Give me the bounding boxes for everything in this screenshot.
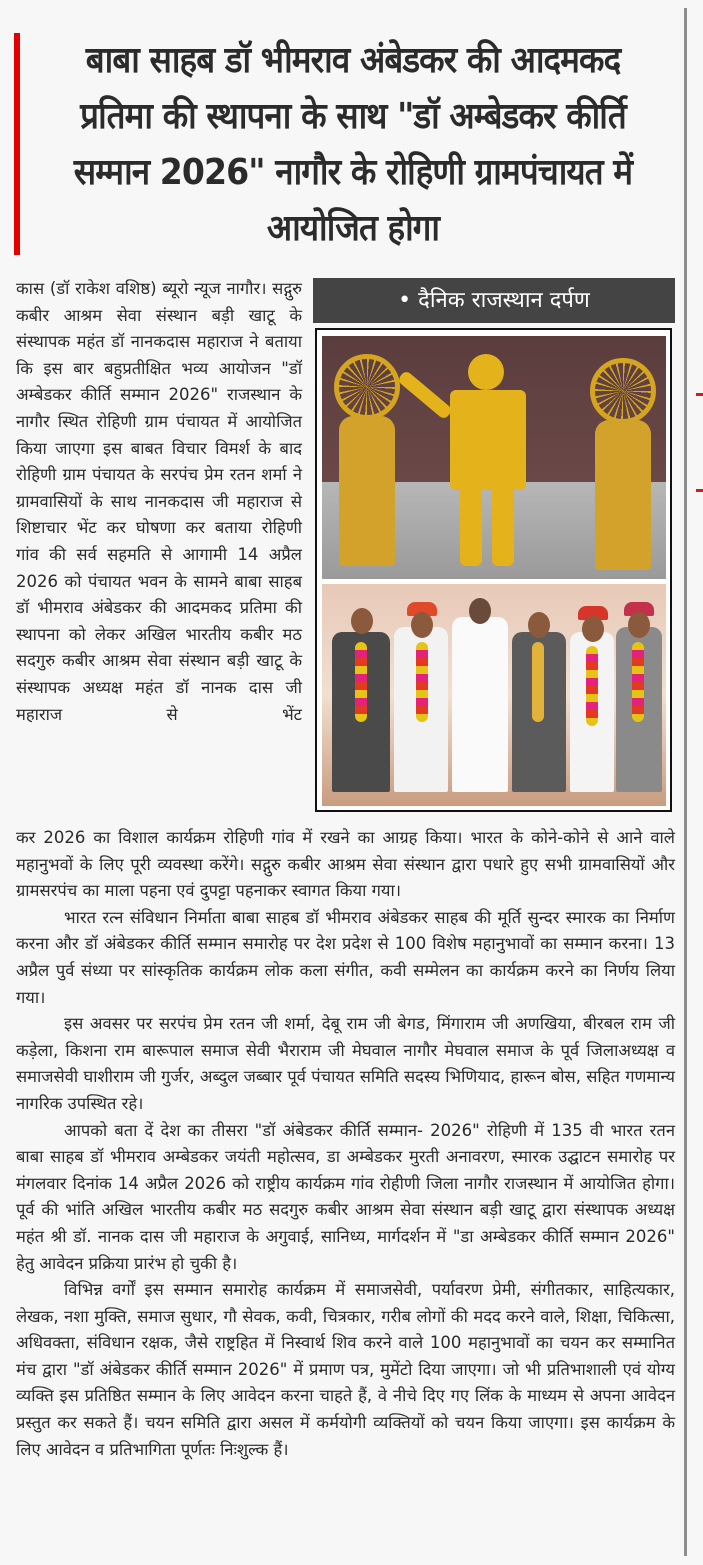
stole bbox=[532, 642, 544, 722]
person-head bbox=[411, 612, 433, 638]
person-head bbox=[469, 598, 491, 624]
photo-frame bbox=[315, 328, 672, 812]
garland bbox=[355, 642, 367, 722]
article-body bbox=[16, 825, 675, 1463]
person-head bbox=[628, 612, 650, 638]
ashoka-chakra-icon bbox=[590, 358, 656, 424]
person-head bbox=[582, 616, 604, 642]
lead-column-body: कास (डॉ राकेश वशिष्ठ) ब्यूरो न्यूज नागौर। सद्गुरु कबीर आश्रम सेवा संस्थान बड़ी खाटू के संस्थापक महंत डॉ नानकदास महाराज ने बताया कि इस बार बहुप्रतीक्षित भव्य आयोजन "डॉ अम्बेडकर कीर्ति सम्मान 2026" राजस्थान के नागौर स्थित रोहिणी ग्राम पंचायत में आयोजित किया जाएगा इस बाबत विचार विमर्श के बाद रोहिणी ग्राम पंचायत के सरपंच प्रेम रतन शर्मा ने ग्रामवासियों के साथ नानकदास जी महाराज से शिष्टाचार भेंट कर घोषणा कर बताया रोहिणी गांव की सर्व सहमति से आगामी 14 अप्रैल 2026 को पंचायत भवन के सामने बाबा साहब डॉ भीमराव अंबेडकर की आदमकद प्रतिमा की स्थापना को लेकर अखिल भारतीय कबीर मठ सदगुरु कबीर आश्रम सेवा संस्थान बड़ी खाटू के संस्थापक अध्यक्ष महंत डॉ नानक दास जी महाराज से भेंट bbox=[16, 279, 302, 724]
saint-in-white bbox=[452, 617, 508, 792]
statue-head bbox=[468, 354, 504, 390]
garland bbox=[632, 642, 644, 722]
paragraph: इस अवसर पर सरपंच प्रेम रतन जी शर्मा, देबू राम जी बेगड, मिंगाराम जी अणखिया, बीरबल राम जी कड़ेला, किशना राम बारूपाल समाज सेवी भैराराम जी मेघवाल नागौर मेघवाल समाज के पूर्व जिलाअध्यक्ष व समाजसेवी घाशीराम जी गुर्जर, अब्दुल जब्बार पूर्व पंचायत समिति सदस्य भिणियाद, हारून बोस, सहित गणमान्य नागरिक उपस्थित रहे। bbox=[16, 1014, 675, 1113]
paragraph: कर 2026 का विशाल कार्यक्रम रोहिणी गांव में रखने का आग्रह किया। भारत के कोने-कोने से आने वाले महानुभवों के लिए पूरी व्यवस्था करेंगे। सद्गुरु कबीर आश्रम सेवा संस्थान द्वारा पधारे हुए सभी ग्रामवासियों और ग्रामसरपंच का माला पहना एवं दुपट्टा पहनाकर स्वागत किया गया। bbox=[16, 828, 675, 901]
person-head bbox=[528, 612, 550, 638]
paragraph: भारत रत्न संविधान निर्माता बाबा साहब डॉ भीमराव अंबेडकर साहब की मूर्ति सुन्दर स्मारक का निर्माण करना और डॉ अंबेडकर कीर्ति सम्मान समारोह पर देश प्रदेश से 100 विशेष महानुभावों का सम्मान करना। 13 अप्रैल पुर्व संध्या पर सांस्कृतिक कार्यक्रम लोक कला संगीत, कवी सम्मेलन का कार्यक्रम करने का निर्णय लिया गया। bbox=[16, 907, 675, 1007]
statue-leg bbox=[492, 486, 514, 566]
paragraph: विभिन्न वर्गों इस सम्मान समारोह कार्यक्रम में समाजसेवी, पर्यावरण प्रेमी, संगीतकार, साहित्यकार, लेखक, नशा मुक्ति, समाज सुधार, गौ सेवक, कवी, चित्रकार, गरीब लोगों की मदद करने वाले, शिक्षा, चिकित्सा, अधिवक्ता, संविधान रक्षक, जैसे राष्ट्रहित में निस्वार्थ शिव करने वाले 100 महानुभावों का चयन कर सम्मानित मंच द्वारा "डॉ अंबेडकर कीर्ति सम्मान 2026" में प्रमाण पत्र, मुमेंटो दिया जाएगा। जो भी प्रतिभाशाली एवं योग्य व्यक्ति इस प्रतिष्ठित सम्मान के लिए आवेदन करना चाहते हैं, वे नीचे दिए गए लिंक के माध्यम से अपना आवेदन प्रस्तुत कर सकते हैं। चयन समिति द्वारा असल में कर्मयोगी व्यक्तियों को चयन किया जाएगा। इस कार्यक्रम के लिए आवेदन व प्रतिभागिता पूर्णतः निःशुल्क हैं। bbox=[16, 1280, 675, 1459]
person-head bbox=[351, 608, 373, 634]
garland bbox=[416, 642, 428, 722]
garland bbox=[586, 646, 598, 726]
statue-torso bbox=[450, 390, 526, 490]
statue-photo bbox=[322, 336, 666, 579]
statue-leg bbox=[460, 486, 482, 566]
ashoka-chakra-icon bbox=[334, 354, 400, 420]
headline: बाबा साहब डॉ भीमराव अंबेडकर की आदमकद प्रतिमा की स्थापना के साथ "डॉ अम्बेडकर कीर्ति सम्मान 2026" नागौर के रोहिणी ग्रामपंचायत में आयोजित होगा bbox=[73, 40, 633, 249]
paragraph: आपको बता दें देश का तीसरा "डॉ अंबेडकर कीर्ति सम्मान- 2026" रोहिणी में 135 वी भारत रतन बाबा साहब डॉ भीमराव अम्बेडकर जयंती महोत्सव, डा अम्बेडकर मुरती अनावरण, स्मारक उद्घाटन समारोह पर मंगलवार दिनांक 14 अप्रैल 2026 को राष्ट्रीय कार्यक्रम गांव रोहीणी जिला नागौर राजस्थान में आयोजित होगा। पूर्व की भांति अखिल भारतीय कबीर मठ सदगुरु कबीर आश्रम सेवा संस्थान बड़ी खाटू द्वारा संस्थापक अध्यक्ष महंत श्री डॉ. नानक दास जी महाराज के अगुवाई, सानिध्य, मार्गदर्शन में "डा अम्बेडकर कीर्ति सम्मान 2026" हेतु आवेदन प्रक्रिया प्रारंभ हो चुकी है। bbox=[16, 1120, 675, 1273]
column-divider-rule bbox=[684, 8, 687, 1556]
source-caption-bar: • दैनिक राजस्थान दर्पण bbox=[313, 278, 675, 323]
red-edge-mark bbox=[696, 393, 703, 396]
statue-pointing-arm bbox=[397, 370, 453, 421]
headline-accent-bar bbox=[14, 33, 20, 255]
felicitation-photo bbox=[322, 584, 666, 806]
lead-column-text bbox=[16, 276, 302, 728]
lion-capital-left bbox=[339, 416, 395, 566]
red-edge-mark bbox=[696, 489, 703, 492]
lion-capital-right bbox=[595, 420, 651, 570]
